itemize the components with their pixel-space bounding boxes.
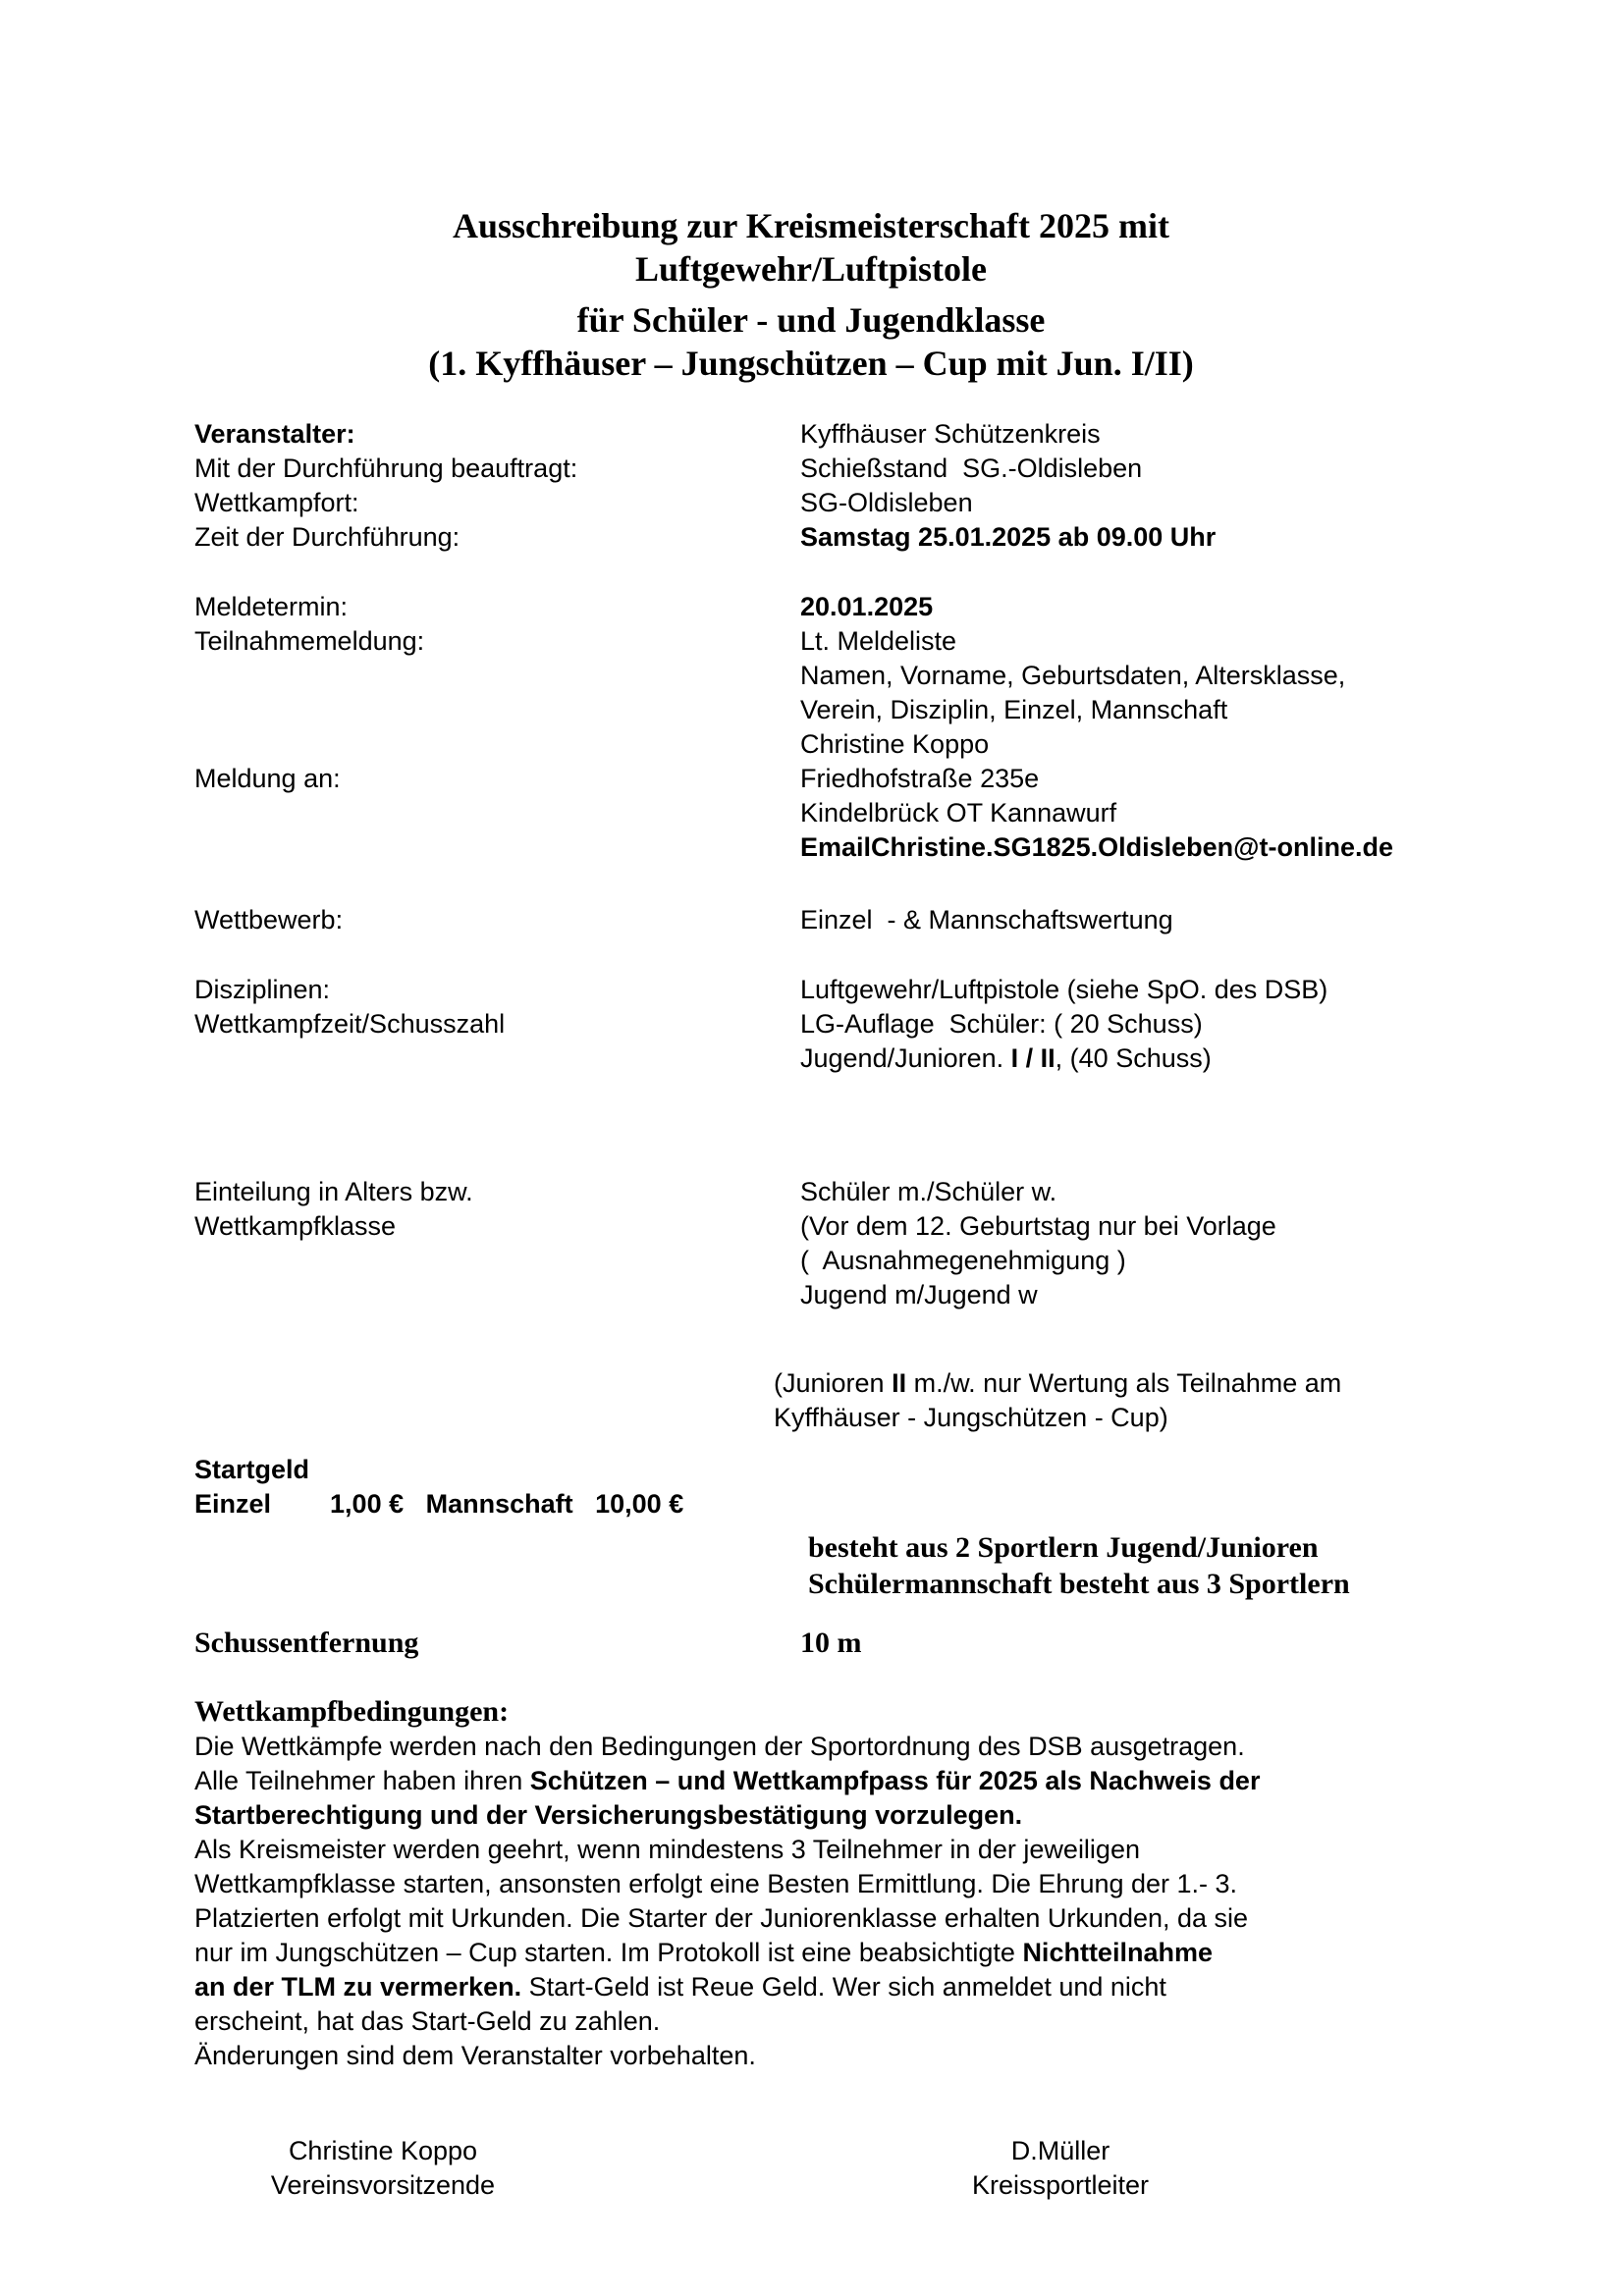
field-value: LG-Auflage Schüler: ( 20 Schuss) [800, 1009, 1203, 1039]
signature-name: Christine Koppo [288, 2136, 478, 2165]
info-row [194, 590, 1428, 624]
info-row [194, 1209, 1428, 1244]
conditions-section [194, 1694, 1428, 2073]
field-label: Zeit der Durchführung: [194, 522, 460, 552]
field-value: SG-Oldisleben [800, 488, 973, 517]
juniors-note-line [774, 1366, 1428, 1401]
text-segment: Start-Geld ist Reue Geld. Wer sich anmeldet und nicht [521, 1972, 1166, 2002]
field-value: (Vor dem 12. Geburtstag nur bei Vorlage [800, 1211, 1276, 1241]
title-line-3: für Schüler - und Jugendklasse [576, 300, 1046, 340]
field-label: Wettbewerb: [194, 905, 344, 934]
field-label: Mit der Durchführung beauftragt: [194, 454, 578, 483]
juniors-note-section [774, 1366, 1428, 1435]
signature-left [187, 2134, 579, 2203]
field-label: Veranstalter: [194, 419, 355, 449]
field-value: Luftgewehr/Luftpistole (siehe SpO. des DSB) [800, 975, 1328, 1004]
info-row [194, 1278, 1428, 1312]
info-row [194, 903, 1428, 937]
field-label [194, 796, 800, 830]
field-label [194, 830, 800, 865]
text-segment: Alle Teilnehmer haben ihren [194, 1766, 530, 1795]
conditions-line [194, 1936, 1428, 1970]
field-value: 20.01.2025 [800, 592, 934, 621]
conditions-line: Startberechtigung und der Versicherungsbestätigung vorzulegen. [194, 1800, 1023, 1830]
text-segment: , (40 Schuss) [1055, 1043, 1212, 1073]
signatures [194, 2134, 1428, 2203]
entry-fee-section [194, 1453, 1428, 1522]
field-label: Wettkampfklasse [194, 1211, 397, 1241]
info-row [194, 727, 1428, 762]
field-label: Disziplinen: [194, 975, 331, 1004]
info-row [194, 796, 1428, 830]
text-segment: Jugend/Junioren. [800, 1043, 1011, 1073]
text-segment: nur im Jungschützen – Cup starten. Im Protokoll ist eine beabsichtigte [194, 1938, 1023, 1967]
info-row [194, 1007, 1428, 1041]
field-label [194, 1041, 800, 1076]
conditions-heading: Wettkampfbedingungen: [194, 1695, 510, 1728]
info-row [194, 762, 1428, 796]
field-label [194, 659, 800, 693]
age-classes-section [194, 1175, 1428, 1312]
info-row [194, 520, 1428, 555]
info-row [194, 452, 1428, 486]
info-row [194, 973, 1428, 1007]
info-row [194, 1244, 1428, 1278]
field-value: 10 m [800, 1627, 862, 1659]
team-note-line: Schülermannschaft besteht aus 3 Sportlern [808, 1568, 1350, 1600]
text-segment-bold: II [892, 1368, 907, 1398]
field-label: Teilnahmemeldung: [194, 626, 425, 656]
field-label: Meldetermin: [194, 592, 349, 621]
signature-name: D.Müller [1010, 2136, 1110, 2165]
field-value: Lt. Meldeliste [800, 626, 957, 656]
field-label: Wettkampfzeit/Schusszahl [194, 1009, 506, 1039]
signature-role: Vereinsvorsitzende [270, 2170, 496, 2200]
conditions-line: Die Wettkämpfe werden nach den Bedingungen der Sportordnung des DSB ausgetragen. [194, 1732, 1245, 1761]
shooting-distance-section [194, 1625, 1428, 1661]
info-row [194, 624, 1428, 659]
field-label [194, 693, 800, 727]
field-value: Schüler m./Schüler w. [800, 1177, 1057, 1206]
field-value: Verein, Disziplin, Einzel, Mannschaft [800, 695, 1228, 724]
competition-section [194, 903, 1428, 937]
field-value: Kindelbrück OT Kannawurf [800, 798, 1117, 828]
field-value: Jugend m/Jugend w [800, 1280, 1038, 1309]
field-value: ( Ausnahmegenehmigung ) [800, 1246, 1126, 1275]
field-value: Samstag 25.01.2025 ab 09.00 Uhr [800, 522, 1217, 552]
team-note-line: besteht aus 2 Sportlern Jugend/Junioren [808, 1531, 1319, 1564]
info-row [194, 1625, 1428, 1661]
info-row [194, 693, 1428, 727]
field-label [194, 1244, 800, 1278]
conditions-line [194, 1970, 1428, 2004]
organizer-section [194, 417, 1428, 555]
field-value: Schießstand SG.-Oldisleben [800, 454, 1143, 483]
disciplines-section [194, 973, 1428, 1076]
document-subtitle [194, 298, 1428, 385]
entry-fee-amounts: Einzel 1,00 € Mannschaft 10,00 € [194, 1489, 684, 1519]
contact-email: EmailChristine.SG1825.Oldisleben@t-online.de [800, 832, 1393, 862]
registration-section [194, 590, 1428, 865]
text-segment-bold: an der TLM zu vermerken. [194, 1972, 522, 2002]
signature-right [864, 2134, 1257, 2203]
field-value: Namen, Vorname, Geburtsdaten, Altersklasse, [800, 661, 1346, 690]
conditions-line: Als Kreismeister werden geehrt, wenn mindestens 3 Teilnehmer in der jeweiligen [194, 1835, 1140, 1864]
field-value: Friedhofstraße 235e [800, 764, 1040, 793]
field-label: Einteilung in Alters bzw. [194, 1177, 473, 1206]
info-row [194, 659, 1428, 693]
conditions-line: erscheint, hat das Start-Geld zu zahlen. [194, 2006, 661, 2036]
conditions-line: Platzierten erfolgt mit Urkunden. Die Starter der Juniorenklasse erhalten Urkunden, da sie [194, 1903, 1249, 1933]
text-segment: (Junioren [774, 1368, 893, 1398]
info-row [194, 1175, 1428, 1209]
field-value: Einzel - & Mannschaftswertung [800, 905, 1173, 934]
title-line-1: Ausschreibung zur Kreismeisterschaft 2025 mit [453, 206, 1169, 245]
field-value: Kyffhäuser Schützenkreis [800, 419, 1101, 449]
info-row [194, 830, 1428, 865]
text-segment: m./w. nur Wertung als Teilnahme am [906, 1368, 1342, 1398]
field-label: Wettkampfort: [194, 488, 359, 517]
team-size-note-section [808, 1529, 1428, 1602]
field-label [194, 727, 800, 762]
info-row [194, 417, 1428, 452]
document-title [194, 204, 1428, 385]
conditions-line [194, 1764, 1428, 1798]
signature-role: Kreissportleiter [971, 2170, 1150, 2200]
text-segment-bold: I / II [1010, 1043, 1056, 1073]
text-segment-bold: Nichtteilnahme [1022, 1938, 1213, 1967]
field-label: Meldung an: [194, 764, 341, 793]
field-value: Christine Koppo [800, 729, 990, 759]
entry-fee-heading: Startgeld [194, 1455, 310, 1484]
field-label [194, 1278, 800, 1312]
info-row [194, 1041, 1428, 1076]
juniors-note-line: Kyffhäuser - Jungschützen - Cup) [774, 1403, 1168, 1432]
info-row [194, 486, 1428, 520]
text-segment-bold: Schützen – und Wettkampfpass für 2025 als Nachweis der [529, 1766, 1261, 1795]
title-line-4: (1. Kyffhäuser – Jungschützen – Cup mit Jun. I/II) [428, 344, 1194, 383]
field-label: Schussentfernung [194, 1627, 419, 1659]
conditions-line: Änderungen sind dem Veranstalter vorbehalten. [194, 2041, 756, 2070]
conditions-line: Wettkampfklasse starten, ansonsten erfolgt eine Besten Ermittlung. Die Ehrung der 1.- 3. [194, 1869, 1238, 1898]
title-line-2: Luftgewehr/Luftpistole [635, 249, 987, 289]
field-value [800, 1041, 1428, 1076]
